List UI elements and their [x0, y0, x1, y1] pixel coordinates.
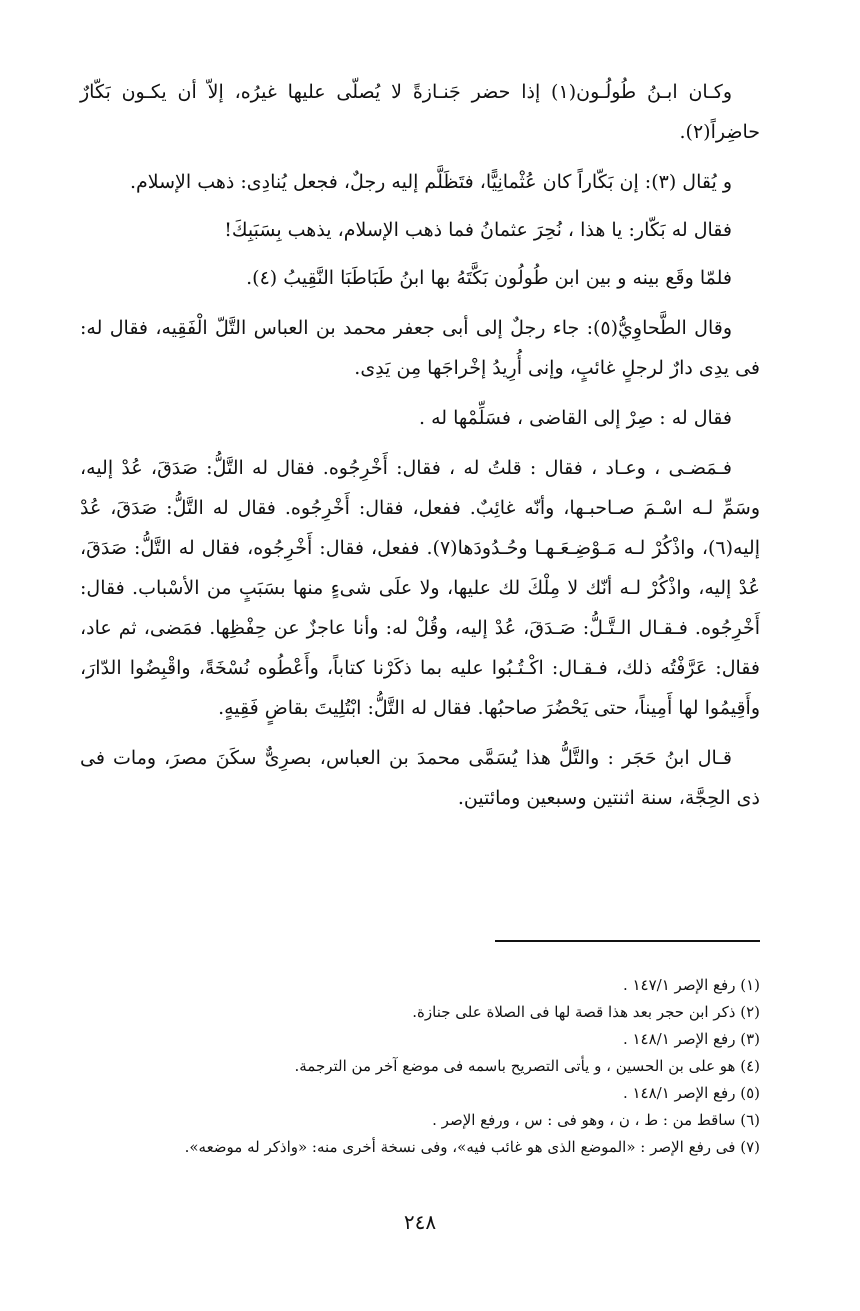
footnote-1: (١) رفع الإصر ١٤٧/١ . — [622, 976, 760, 994]
main-text — [80, 72, 760, 818]
paragraph-go-to-qadi: فقال له : صِرْ إلى القاضى ، فسَلِّمْها له . — [419, 407, 732, 429]
footnotes — [80, 972, 760, 1161]
paragraph-tabataba-naqib: فلمّا وقَع بينه و بين ابن طُولُون بَكَّتَهُ بها ابنُ طَبَاطَبَا النَّقِيبُ (٤). — [246, 267, 732, 289]
footnote-4: (٤) هو على بن الحسين ، و يأتى التصريح باسمه فى موضع آخر من الترجمة. — [294, 1057, 760, 1075]
paragraph-dialogue: فـمَضـى ، وعـاد ، فقال : قلتُ له ، فقال: أَخْرِجُوه. فقال له التَّلُّ: صَدَقَ، عُدْ إليه، وسَمِّ لـه اسْـمَ صـاحبـها، وأنّه غائِبٌ. ففعل، فقال: أَخْرِجُوه. فقال له التَّلُّ: صَدَقَ، عُدْ إليه(٦)، واذْكُرْ لـه مَـوْضِـعَـهـا وحُـدُودَها(٧). ففعل، فقال: أَخْرِجُوه، فقال له التَّلُّ: صَدَقَ، عُدْ إليه، واذْكُرْ لـه أنّك لا مِلْكَ لك عليها، ولا علَى شىءٍ منها بسَبَبٍ من الأسْباب. فقال: أَخْرِجُوه. فـقـال الـتَّـلُّ: صَـدَقَ، عُدْ إليه، وقُلْ له: وأنا عاجزٌ عن حِفْظِها. فمَضى، ثم عاد، فقال: عَرَّفْتُه ذلك، فـقـال: اكْـتُـبُوا عليه بما ذكَرْنا كتاباً، وأَعْطُوه نُسْخَةً، واقْبِضُوا الدّارَ، وأَقِيمُوا لها أَمِيناً، حتى يَحْضُرَ صاحبُها. فقال له التَّلُّ: ابْتُلِيتَ بقاضٍ فَقِيهٍ. — [80, 457, 760, 719]
page-number: ٢٤٨ — [403, 1210, 437, 1234]
footnote-6: (٦) ساقط من : ط ، ن ، وهو فى : س ، ورفع الإصر . — [432, 1111, 760, 1129]
footnote-separator — [495, 940, 760, 942]
book-page — [80, 72, 760, 1252]
paragraph-tahawi-report: وقال الطَّحاوِيُّ(٥): جاء رجلٌ إلى أبى جعفر محمد بن العباس التَّلّ الْفَقِيه، فقال له: فى يدِى دارٌ لرجلٍ غائبٍ، وإنى أُرِيدُ إخْراجَها مِن يَدِى. — [80, 317, 760, 379]
paragraph-ibn-hajar: قـال ابنُ حَجَر : والتَّلُّ هذا يُسَمَّى محمدَ بن العباس، بصرِىٌّ سكَنَ مصرَ، ومات فى ذى الحِجَّة، سنة اثنتين وسبعين ومائتين. — [80, 747, 760, 809]
footnote-7: (٧) فى رفع الإصر : «الموضع الذى هو غائب فيه»، وفى نسخة أخرى منه: «واذكر له موضعه». — [184, 1138, 760, 1156]
footnote-2: (٢) ذكر ابن حجر بعد هذا قصة لها فى الصلاة على جنازة. — [412, 1003, 760, 1021]
footnote-3: (٣) رفع الإصر ١٤٨/١ . — [622, 1030, 760, 1048]
paragraph-ibn-tulun-funeral: وكـان ابـنُ طُولُـون(١) إذا حضر جَنـازةً لا يُصلّى عليها غيرُه، إلاّ أن يكـون بَكّارٌ حاضِراً(٢). — [80, 81, 760, 143]
footnote-5: (٥) رفع الإصر ١٤٨/١ . — [622, 1084, 760, 1102]
paragraph-bakkar-uthmani: و يُقال (٣): إن بَكّاراً كان عُثْمانِيًّا، فتَظَلَّم إليه رجلٌ، فجعل يُنادِى: ذهب الإسلام. — [130, 171, 732, 193]
paragraph-bakkar-reply: فقال له بَكّار: يا هذا ، نُحِرَ عثمانُ فما ذهب الإسلام، يذهب بِسَبَبِكَ! — [224, 219, 732, 241]
